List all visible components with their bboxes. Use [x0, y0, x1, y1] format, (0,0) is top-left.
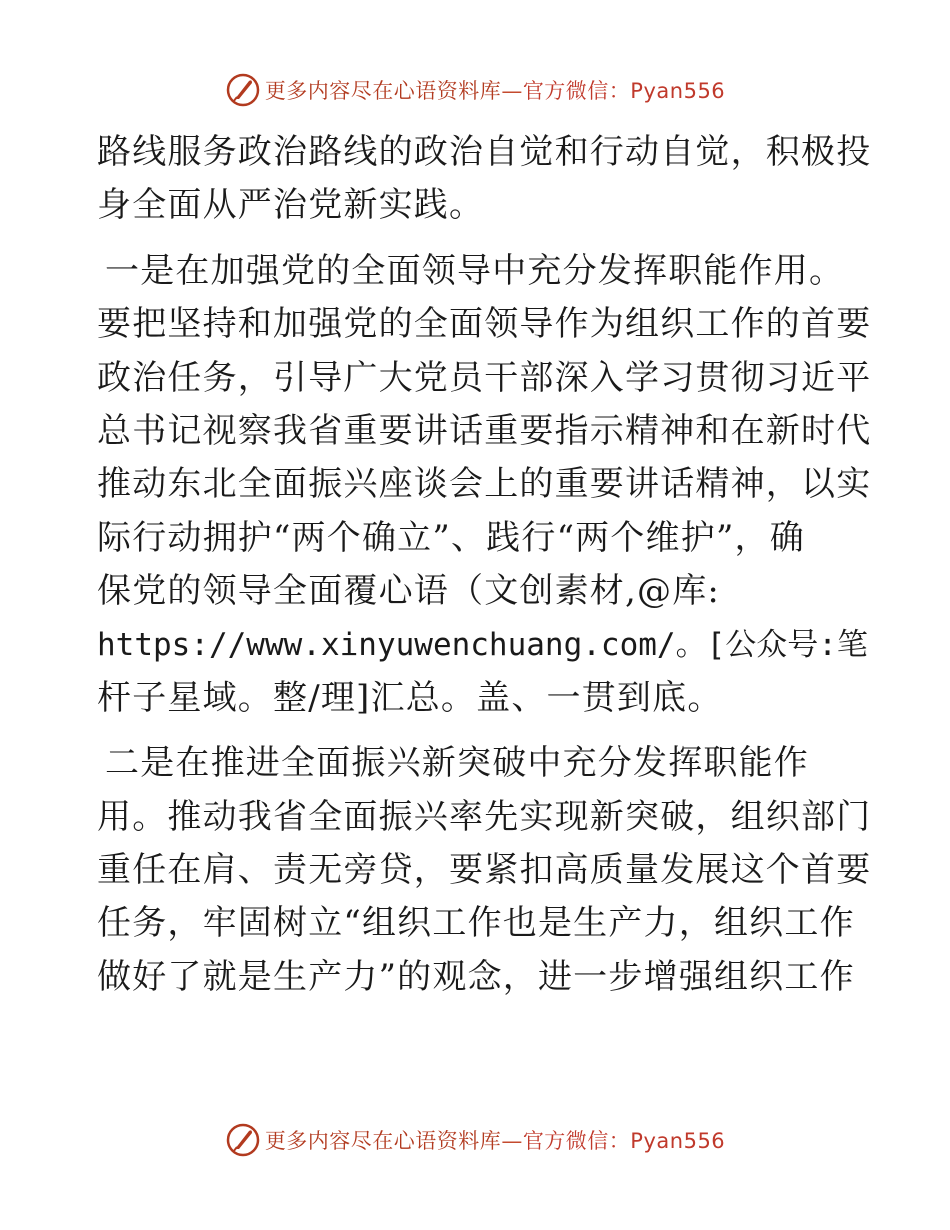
text-line: 任务，牢固树立“组织工作也是生产力，组织工作: [97, 903, 855, 944]
paragraph: [97, 126, 872, 233]
watermark-header: [0, 70, 950, 110]
text-line: 际行动拥护“两个确立”、践行“两个维护”，确: [97, 517, 805, 558]
text-line: 路线服务政治路线的政治自觉和行动自觉，积极投: [97, 132, 872, 172]
watermark-contact: 官方微信：Pyan556: [522, 1129, 726, 1153]
feather-pen-logo-icon: [225, 72, 261, 108]
watermark-text: [265, 1125, 725, 1155]
feather-pen-logo-icon: [225, 1122, 261, 1158]
text-line: 做好了就是生产力”的观念，进一步增强组织工作: [97, 956, 855, 997]
document-body: [97, 126, 872, 1004]
text-line: 二是在推进全面振兴新突破中充分发挥职能作: [105, 743, 809, 784]
watermark-text: [265, 75, 725, 105]
watermark-separator: —: [501, 79, 523, 103]
text-line: 保党的领导全面覆心语（文创素材,@库:: [97, 571, 721, 612]
watermark-main: 更多内容尽在心语资料库: [264, 1129, 502, 1153]
text-line: 用。推动我省全面振兴率先实现新突破，组织部门: [97, 796, 872, 837]
watermark-separator: —: [501, 1129, 523, 1153]
watermark-footer: [0, 1120, 950, 1160]
text-line: 身全面从严治党新实践。: [97, 185, 485, 226]
text-line: https://www.xinyuwenchuang.com/。[公众号:笔: [97, 626, 868, 663]
watermark-main: 更多内容尽在心语资料库: [264, 79, 502, 103]
text-line: 政治任务，引导广大党员干部深入学习贯彻习近平: [97, 357, 872, 398]
text-line: 重任在肩、责无旁贷，要紧扣高质量发展这个首要: [97, 850, 872, 891]
text-line: 杆子星域。整/理]汇总。盖、一贯到底。: [97, 677, 723, 718]
text-line: 总书记视察我省重要讲话重要指示精神和在新时代: [97, 410, 872, 451]
paragraph: [97, 245, 872, 726]
text-line: 一是在加强党的全面领导中充分发挥职能作用。: [105, 250, 845, 291]
watermark-contact: 官方微信：Pyan556: [522, 79, 726, 103]
paragraph: [97, 737, 872, 1004]
text-line: 要把坚持和加强党的全面领导作为组织工作的首要: [97, 304, 872, 345]
text-line: 推动东北全面振兴座谈会上的重要讲话精神，以实: [97, 464, 872, 505]
